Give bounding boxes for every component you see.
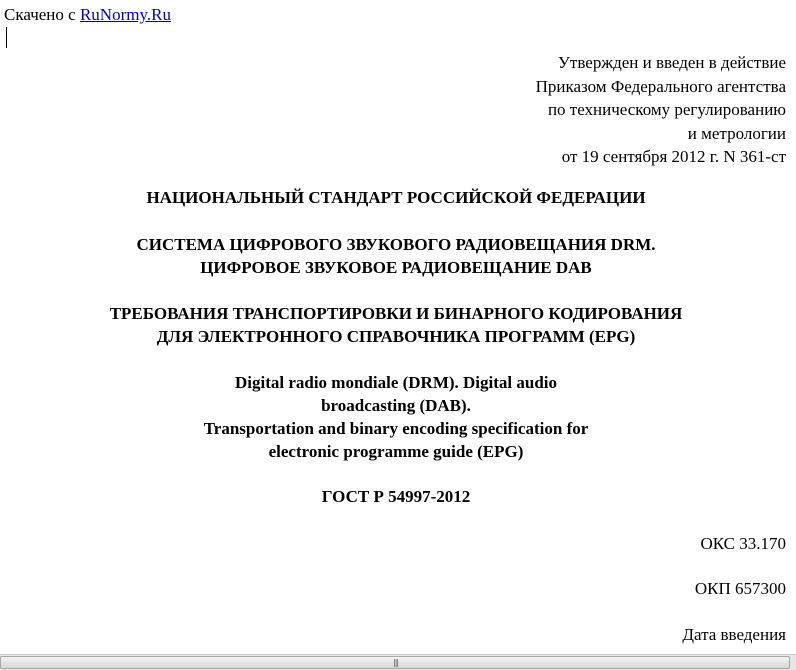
approval-line: от 19 сентября 2012 г. N 361-ст: [561, 147, 786, 166]
source-line: [4, 5, 171, 25]
system-title: [0, 233, 792, 279]
system-title-line: СИСТЕМА ЦИФРОВОГО ЗВУКОВОГО РАДИОВЕЩАНИЯ DRM.: [136, 235, 656, 254]
scrollbar-thumb[interactable]: [0, 656, 790, 669]
okp-code: ОКП 657300: [694, 579, 786, 598]
approval-line: и метрологии: [687, 123, 786, 143]
gost-number: ГОСТ Р 54997-2012: [321, 487, 471, 506]
text-cursor: [6, 27, 7, 48]
horizontal-scrollbar[interactable]: [0, 654, 796, 670]
approval-line: Приказом Федерального агентства: [535, 76, 786, 96]
grip-icon: |||: [393, 658, 399, 667]
english-title-line: electronic programme guide (EPG): [268, 442, 524, 461]
requirements-title-line: ТРЕБОВАНИЯ ТРАНСПОРТИРОВКИ И БИНАРНОГО КОДИРОВАНИЯ: [109, 304, 683, 323]
header-line: НАЦИОНАЛЬНЫЙ СТАНДАРТ РОССИЙСКОЙ ФЕДЕРАЦИИ: [146, 188, 646, 207]
approval-line: по техническому регулированию: [547, 100, 786, 119]
standard-header: [0, 186, 792, 209]
intro-date-label: Дата введения: [682, 625, 786, 644]
oks-code: ОКС 33.170: [700, 534, 786, 553]
system-title-line: ЦИФРОВОЕ ЗВУКОВОЕ РАДИОВЕЩАНИЕ DAB: [200, 258, 592, 277]
english-title-line: broadcasting (DAB).: [321, 396, 471, 415]
source-prefix: Скачено с: [4, 5, 80, 24]
english-title-line: Digital radio mondiale (DRM). Digital audio: [234, 373, 558, 392]
runormy-link[interactable]: RuNormy.Ru: [79, 5, 171, 24]
requirements-title-line: ДЛЯ ЭЛЕКТРОННОГО СПРАВОЧНИКА ПРОГРАММ (EPG): [156, 327, 636, 346]
approval-line: Утвержден и введен в действие: [557, 53, 786, 72]
requirements-title: [0, 302, 792, 348]
english-title: [0, 371, 792, 463]
standard-number: [0, 485, 792, 508]
english-title-line: Transportation and binary encoding specification for: [203, 419, 589, 438]
approval-block: [536, 51, 786, 169]
